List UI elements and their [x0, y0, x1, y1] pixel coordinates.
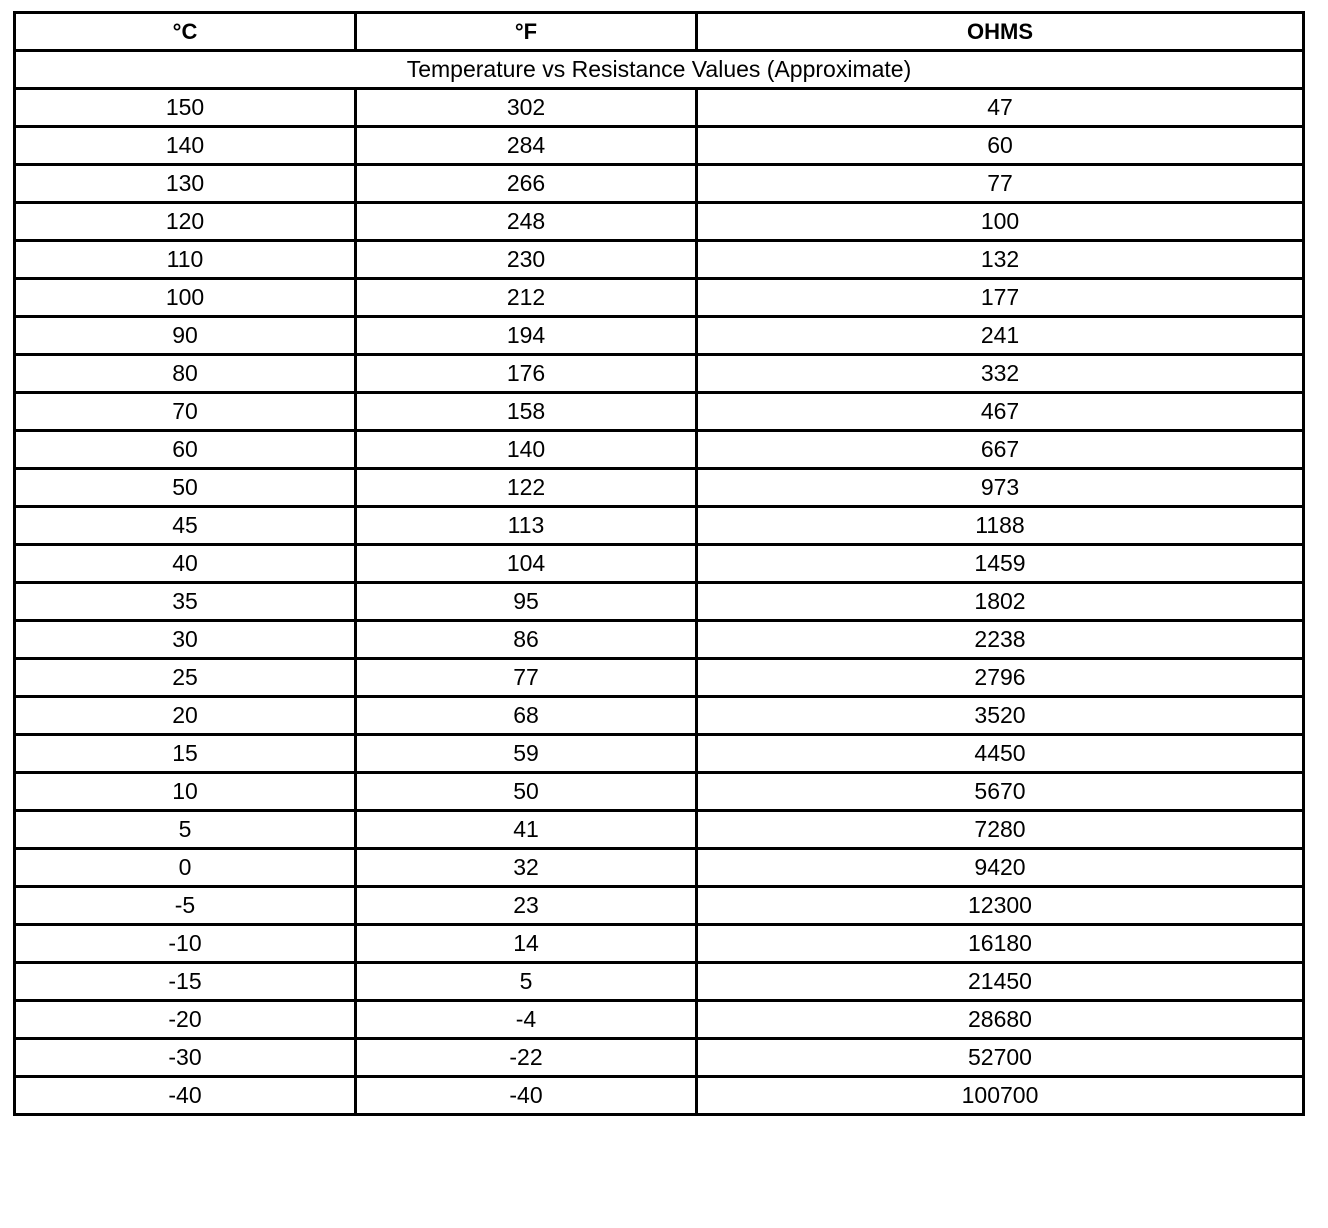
fahrenheit-cell: 14 — [356, 925, 697, 963]
table-row — [15, 241, 1304, 279]
ohms-cell: 100 — [697, 203, 1304, 241]
table-row — [15, 469, 1304, 507]
ohms-cell: 1459 — [697, 545, 1304, 583]
table-row — [15, 317, 1304, 355]
header-row — [15, 13, 1304, 51]
fahrenheit-cell: 266 — [356, 165, 697, 203]
celsius-cell: -30 — [15, 1039, 356, 1077]
fahrenheit-cell: 77 — [356, 659, 697, 697]
table-row — [15, 887, 1304, 925]
celsius-cell: -15 — [15, 963, 356, 1001]
table-row — [15, 1077, 1304, 1115]
table-row — [15, 621, 1304, 659]
ohms-cell: 60 — [697, 127, 1304, 165]
ohms-cell: 973 — [697, 469, 1304, 507]
table-row — [15, 963, 1304, 1001]
celsius-cell: 40 — [15, 545, 356, 583]
ohms-cell: 467 — [697, 393, 1304, 431]
fahrenheit-cell: 41 — [356, 811, 697, 849]
table-row — [15, 697, 1304, 735]
celsius-cell: 110 — [15, 241, 356, 279]
fahrenheit-cell: 59 — [356, 735, 697, 773]
table-caption: Temperature vs Resistance Values (Approximate) — [15, 51, 1304, 89]
celsius-cell: 60 — [15, 431, 356, 469]
celsius-cell: 25 — [15, 659, 356, 697]
fahrenheit-cell: 5 — [356, 963, 697, 1001]
table-row — [15, 583, 1304, 621]
fahrenheit-cell: 140 — [356, 431, 697, 469]
table-row — [15, 431, 1304, 469]
ohms-cell: 3520 — [697, 697, 1304, 735]
table-row — [15, 393, 1304, 431]
celsius-cell: 10 — [15, 773, 356, 811]
fahrenheit-cell: 68 — [356, 697, 697, 735]
table-row — [15, 659, 1304, 697]
table-body — [15, 51, 1304, 1115]
ohms-cell: 5670 — [697, 773, 1304, 811]
celsius-cell: -10 — [15, 925, 356, 963]
temperature-resistance-table — [13, 11, 1305, 1116]
ohms-cell: 16180 — [697, 925, 1304, 963]
table-header — [15, 13, 1304, 51]
fahrenheit-cell: 86 — [356, 621, 697, 659]
fahrenheit-cell: -40 — [356, 1077, 697, 1115]
fahrenheit-cell: 158 — [356, 393, 697, 431]
ohms-cell: 7280 — [697, 811, 1304, 849]
fahrenheit-cell: 113 — [356, 507, 697, 545]
table-row — [15, 89, 1304, 127]
table-row — [15, 545, 1304, 583]
fahrenheit-cell: 23 — [356, 887, 697, 925]
celsius-cell: 15 — [15, 735, 356, 773]
ohms-cell: 667 — [697, 431, 1304, 469]
celsius-cell: 20 — [15, 697, 356, 735]
fahrenheit-cell: 95 — [356, 583, 697, 621]
fahrenheit-cell: 302 — [356, 89, 697, 127]
fahrenheit-cell: 176 — [356, 355, 697, 393]
table-row — [15, 735, 1304, 773]
caption-row — [15, 51, 1304, 89]
celsius-cell: -20 — [15, 1001, 356, 1039]
ohms-cell: 1802 — [697, 583, 1304, 621]
celsius-cell: -5 — [15, 887, 356, 925]
ohms-cell: 21450 — [697, 963, 1304, 1001]
fahrenheit-cell: -4 — [356, 1001, 697, 1039]
table-row — [15, 203, 1304, 241]
fahrenheit-cell: 122 — [356, 469, 697, 507]
table-row — [15, 1039, 1304, 1077]
ohms-cell: 241 — [697, 317, 1304, 355]
celsius-cell: 80 — [15, 355, 356, 393]
fahrenheit-cell: 104 — [356, 545, 697, 583]
fahrenheit-cell: -22 — [356, 1039, 697, 1077]
ohms-cell: 2238 — [697, 621, 1304, 659]
celsius-cell: 0 — [15, 849, 356, 887]
table-row — [15, 355, 1304, 393]
fahrenheit-cell: 284 — [356, 127, 697, 165]
fahrenheit-cell: 212 — [356, 279, 697, 317]
ohms-cell: 177 — [697, 279, 1304, 317]
table-row — [15, 925, 1304, 963]
table-row — [15, 507, 1304, 545]
fahrenheit-cell: 230 — [356, 241, 697, 279]
ohms-cell: 100700 — [697, 1077, 1304, 1115]
ohms-cell: 132 — [697, 241, 1304, 279]
table-row — [15, 1001, 1304, 1039]
celsius-cell: 70 — [15, 393, 356, 431]
fahrenheit-cell: 194 — [356, 317, 697, 355]
celsius-cell: 50 — [15, 469, 356, 507]
header-fahrenheit: °F — [356, 13, 697, 51]
ohms-cell: 4450 — [697, 735, 1304, 773]
ohms-cell: 2796 — [697, 659, 1304, 697]
table-row — [15, 773, 1304, 811]
celsius-cell: 45 — [15, 507, 356, 545]
table-row — [15, 811, 1304, 849]
table-row — [15, 849, 1304, 887]
fahrenheit-cell: 50 — [356, 773, 697, 811]
celsius-cell: 100 — [15, 279, 356, 317]
ohms-cell: 77 — [697, 165, 1304, 203]
celsius-cell: 150 — [15, 89, 356, 127]
ohms-cell: 47 — [697, 89, 1304, 127]
header-ohms: OHMS — [697, 13, 1304, 51]
table-row — [15, 165, 1304, 203]
celsius-cell: 90 — [15, 317, 356, 355]
celsius-cell: 120 — [15, 203, 356, 241]
table-row — [15, 279, 1304, 317]
ohms-cell: 9420 — [697, 849, 1304, 887]
ohms-cell: 1188 — [697, 507, 1304, 545]
celsius-cell: 35 — [15, 583, 356, 621]
table-row — [15, 127, 1304, 165]
ohms-cell: 28680 — [697, 1001, 1304, 1039]
ohms-cell: 12300 — [697, 887, 1304, 925]
header-celsius: °C — [15, 13, 356, 51]
ohms-cell: 332 — [697, 355, 1304, 393]
fahrenheit-cell: 32 — [356, 849, 697, 887]
celsius-cell: 140 — [15, 127, 356, 165]
celsius-cell: -40 — [15, 1077, 356, 1115]
celsius-cell: 5 — [15, 811, 356, 849]
celsius-cell: 130 — [15, 165, 356, 203]
ohms-cell: 52700 — [697, 1039, 1304, 1077]
fahrenheit-cell: 248 — [356, 203, 697, 241]
celsius-cell: 30 — [15, 621, 356, 659]
